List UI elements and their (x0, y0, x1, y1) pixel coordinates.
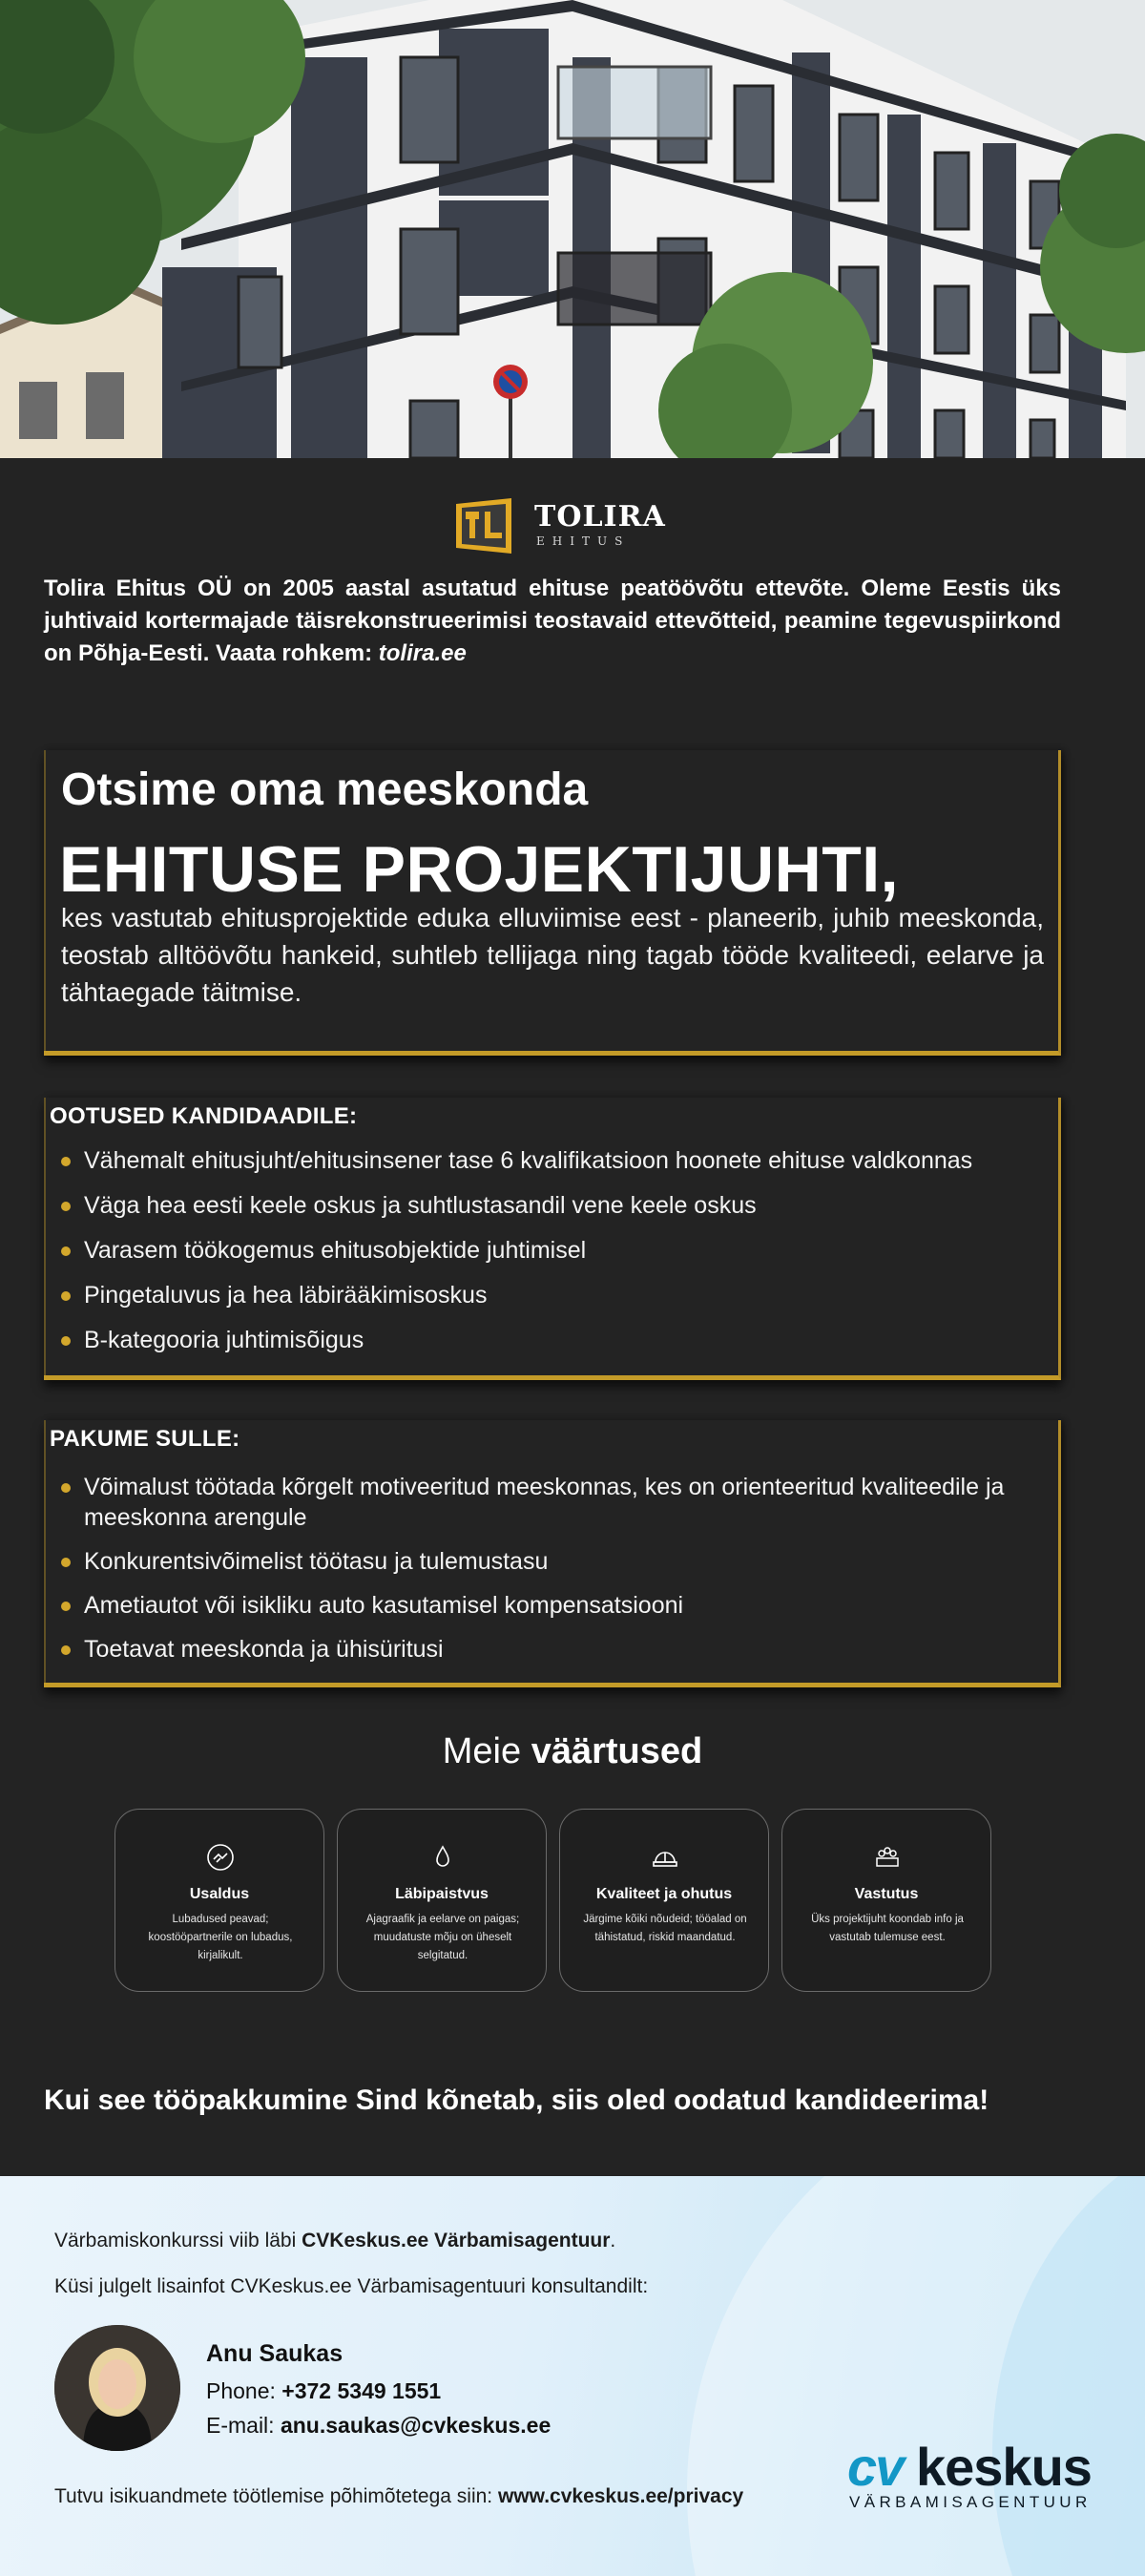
recruiter-prefix: Värbamiskonkurssi viib läbi (54, 2230, 302, 2251)
drop-icon (427, 1842, 458, 1873)
value-text: Üks projektijuht koondab info ja vastutab tulemuse eest. (811, 1914, 964, 1943)
cvkeskus-logo-sub: VÄRBAMISAGENTUUR (849, 2493, 1092, 2511)
email-link[interactable]: anu.saukas@cvkeskus.ee (280, 2413, 552, 2438)
value-card-usaldus (114, 1809, 324, 1992)
cvkeskus-logo-keskus: keskus (916, 2437, 1092, 2497)
privacy-link[interactable]: www.cvkeskus.ee/privacy (497, 2485, 744, 2507)
job-description: kes vastutab ehitusprojektide eduka elluviimise eest - planeerib, juhib meeskonda, teostab alltöövõtu hankeid, suhtleb tellijaga ning tagab tööde kvaliteedi, eelarve ja tähtaegade täitmise. (61, 903, 1044, 1007)
list-item: Konkurentsivõimelist töötasu ja tulemustasu (59, 1546, 1042, 1577)
privacy-line (54, 2485, 743, 2508)
email-label: E-mail: (206, 2413, 281, 2438)
offer-list (59, 1472, 1042, 1678)
company-intro (44, 573, 1061, 670)
offer-card (44, 1420, 1061, 1687)
value-title: Usaldus (189, 1886, 250, 1902)
phone-link[interactable]: +372 5349 1551 (281, 2378, 442, 2403)
job-title: EHITUSE PROJEKTIJUHTI, (59, 833, 900, 906)
consultant-name: Anu Saukas (206, 2340, 344, 2367)
expectations-list (59, 1145, 1042, 1370)
contact-intro-line: Küsi julgelt lisainfot CVKeskus.ee Värbamisagentuuri konsultandilt: (54, 2275, 649, 2297)
call-to-action: Kui see tööpakkumine Sind kõnetab, siis oled oodatud kandideerima! (44, 2084, 989, 2116)
job-title-card (44, 750, 1061, 1056)
list-item: Vähemalt ehitusjuht/ehitusinsener tase 6 kvalifikatsioon hoonete ehituse valdkonnas (59, 1145, 1042, 1176)
value-card-labipaistvus (337, 1809, 547, 1992)
recruiter-line (54, 2230, 615, 2252)
privacy-prefix: Tutvu isikuandmete töötlemise põhimõtetega siin: (54, 2485, 498, 2507)
expectations-card (44, 1098, 1061, 1380)
list-item: Võimalust töötada kõrgelt motiveeritud meeskonnas, kes on orienteeritud kvaliteedile ja meeskonna arengule (59, 1472, 1042, 1533)
recruiter-agency: CVKeskus.ee Värbamisagentuur (302, 2230, 611, 2251)
logo-name: TOLIRA (534, 500, 666, 534)
expectations-heading: OOTUSED KANDIDAADILE: (50, 1103, 358, 1129)
values-heading-light: Meie (442, 1731, 531, 1771)
list-item: B-kategooria juhtimisõigus (59, 1325, 1042, 1355)
job-lead: Otsime oma meeskonda (61, 764, 589, 815)
cvkeskus-logo (847, 2436, 1114, 2512)
hero-building-photo (0, 0, 1145, 458)
value-title: Kvaliteet ja ohutus (595, 1886, 733, 1902)
recruiter-suffix: . (610, 2230, 616, 2251)
tolira-logo-mark-icon (452, 496, 515, 555)
handshake-icon (205, 1842, 236, 1873)
consultant-email (206, 2413, 551, 2439)
value-card-kvaliteet (559, 1809, 769, 1992)
tolira-logo (452, 496, 700, 559)
list-item: Pingetaluvus ja hea läbirääkimisoskus (59, 1280, 1042, 1310)
list-item: Varasem töökogemus ehitusobjektide juhtimisel (59, 1235, 1042, 1266)
helmet-icon (650, 1842, 680, 1873)
phone-label: Phone: (206, 2378, 282, 2403)
values-heading-bold: väärtused (531, 1731, 703, 1771)
value-title: Vastutus (854, 1886, 919, 1902)
value-text: Ajagraafik ja eelarve on paigas; muudatuste mõju on üheselt selgitatud. (365, 1914, 520, 1961)
intro-text: Tolira Ehitus OÜ on 2005 aastal asutatud ehituse peatöövõtu ettevõte. Oleme Eestis üks juhtivaid kortermajade täisrekonstrueerimisi teostavaid ettevõtteid, peamine tegevuspiirkond on Põhja-Eesti. Vaata rohkem: (44, 576, 1061, 666)
values-heading (0, 1731, 1145, 1772)
avatar (54, 2325, 180, 2451)
logo-subtitle: EHITUS (536, 534, 631, 548)
offer-heading: PAKUME SULLE: (50, 1426, 240, 1452)
team-icon (872, 1842, 903, 1873)
value-title: Läbipaistvus (395, 1886, 489, 1902)
list-item: Toetavat meeskonda ja ühisüritusi (59, 1634, 1042, 1665)
value-text: Lubadused peavad; koostööpartnerile on lubadus, kirjalikult. (148, 1914, 293, 1961)
value-text: Järgime kõiki nõudeid; tööalad on tähistatud, riskid maandatud. (583, 1914, 747, 1943)
cvkeskus-logo-cv: cv (847, 2437, 904, 2497)
website-link[interactable]: tolira.ee (378, 640, 467, 666)
list-item: Väga hea eesti keele oskus ja suhtlustasandil vene keele oskus (59, 1190, 1042, 1221)
value-card-vastutus (781, 1809, 991, 1992)
list-item: Ametiautot või isikliku auto kasutamisel kompensatsiooni (59, 1590, 1042, 1621)
consultant-phone (206, 2378, 441, 2404)
